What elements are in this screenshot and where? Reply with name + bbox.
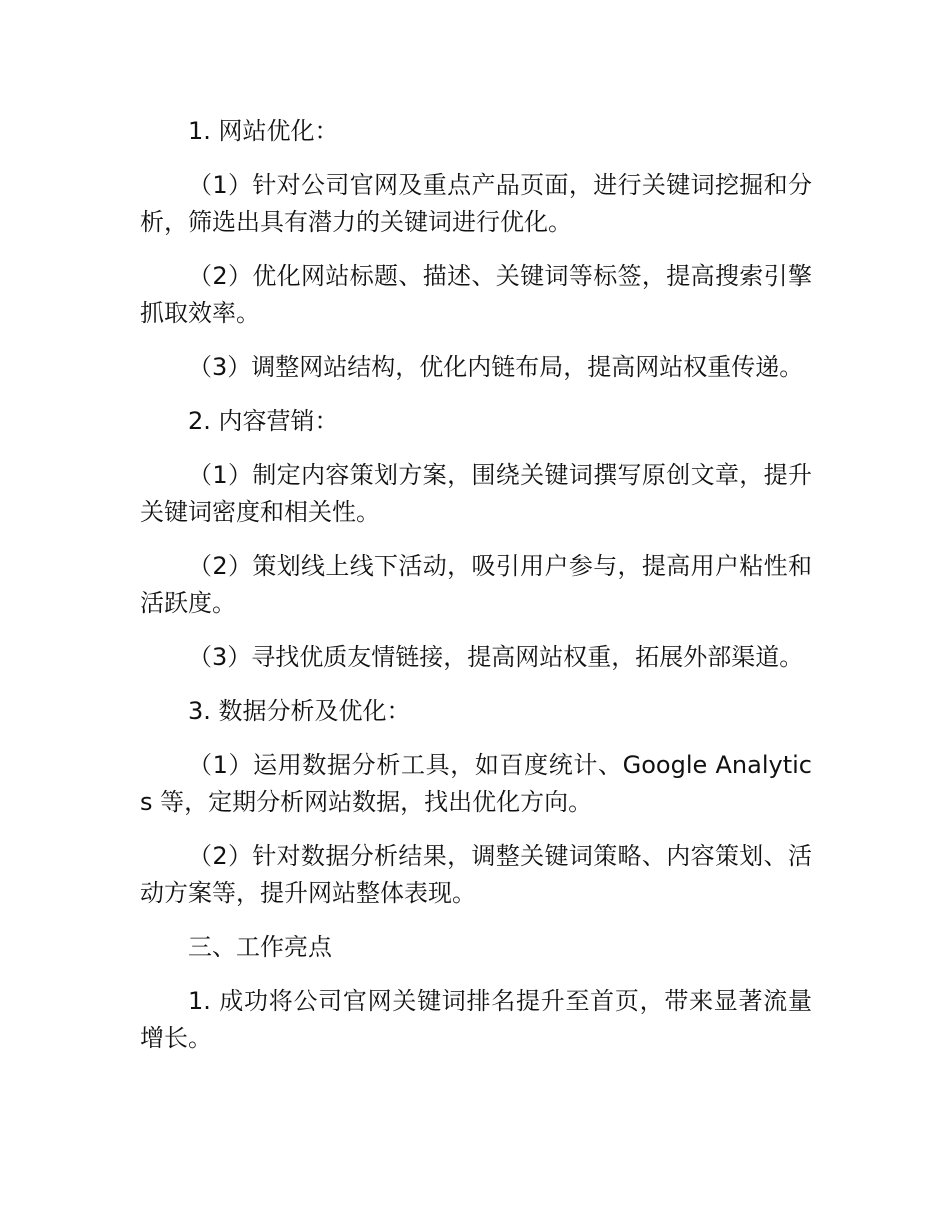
paragraph-tag-optimization: （2）优化网站标题、描述、关键词等标签，提高搜索引擎抓取效率。 bbox=[140, 262, 812, 327]
heading-website-optimization: 1. 网站优化： bbox=[188, 117, 339, 145]
paragraph-friend-links: （3）寻找优质友情链接，提高网站权重，拓展外部渠道。 bbox=[188, 643, 804, 671]
paragraph-site-structure: （3）调整网站结构，优化内链布局，提高网站权重传递。 bbox=[188, 353, 804, 381]
document-page bbox=[140, 113, 812, 1074]
paragraph-strategy-adjustment: （2）针对数据分析结果，调整关键词策略、内容策划、活动方案等，提升网站整体表现。 bbox=[140, 842, 812, 907]
heading-data-analysis: 3. 数据分析及优化： bbox=[188, 697, 411, 725]
paragraph-content-plan: （1）制定内容策划方案，围绕关键词撰写原创文章，提升关键词密度和相关性。 bbox=[140, 461, 812, 526]
section-title-highlights: 三、工作亮点 bbox=[188, 933, 332, 961]
heading-content-marketing: 2. 内容营销： bbox=[188, 407, 339, 435]
paragraph-ranking-achievement: 1. 成功将公司官网关键词排名提升至首页，带来显著流量增长。 bbox=[140, 987, 812, 1052]
paragraph-keyword-mining: （1）针对公司官网及重点产品页面，进行关键词挖掘和分析，筛选出具有潜力的关键词进行优化。 bbox=[140, 171, 812, 236]
paragraph-analytics-tools: （1）运用数据分析工具，如百度统计、Google Analytics 等，定期分析网站数据，找出优化方向。 bbox=[140, 751, 812, 816]
paragraph-online-offline-events: （2）策划线上线下活动，吸引用户参与，提高用户粘性和活跃度。 bbox=[140, 552, 812, 617]
